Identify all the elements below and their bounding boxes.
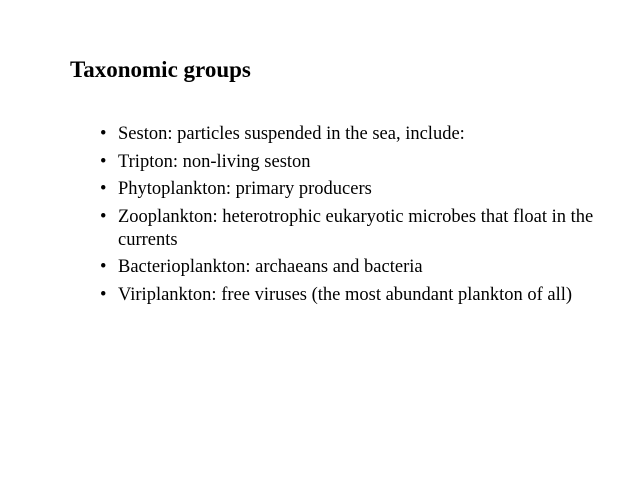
- bullet-icon: •: [100, 179, 107, 199]
- bullet-icon: •: [100, 284, 107, 305]
- bullet-icon: •: [100, 206, 107, 227]
- bullet-text: Seston: particles suspended in the sea, include:: [118, 124, 465, 144]
- bullet-text: Tripton: non-living seston: [118, 151, 311, 172]
- bullet-icon: •: [100, 257, 107, 277]
- bullet-icon: •: [100, 151, 107, 172]
- bullet-text: Phytoplankton: primary producers: [118, 179, 372, 199]
- bullet-item-bacterioplankton: [100, 256, 620, 279]
- slide-title: Taxonomic groups: [70, 57, 251, 82]
- bullet-item-zooplankton: [100, 206, 620, 252]
- bullet-list: [100, 123, 620, 311]
- bullet-item-tripton: [100, 151, 620, 174]
- bullet-icon: •: [100, 124, 107, 144]
- bullet-item-phytoplankton: [100, 178, 620, 201]
- bullet-text: Zooplankton: heterotrophic eukaryotic microbes that float in the currents: [118, 206, 594, 250]
- bullet-text: Viriplankton: free viruses (the most abundant plankton of all): [118, 284, 573, 305]
- bullet-item-viriplankton: [100, 284, 620, 307]
- bullet-text: Bacterioplankton: archaeans and bacteria: [118, 257, 423, 277]
- bullet-item-seston: [100, 123, 620, 146]
